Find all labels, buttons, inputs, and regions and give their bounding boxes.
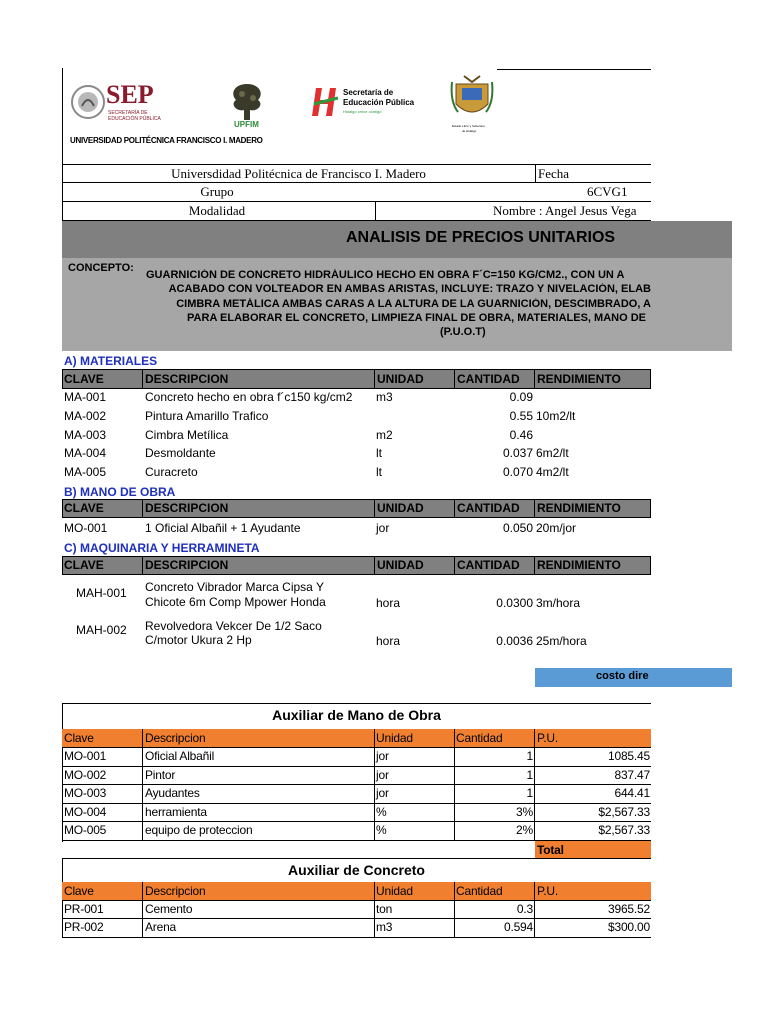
seph-line2: Educación Pública: [343, 98, 415, 107]
hidalgo-line1: Estado Libre y Soberano: [452, 124, 486, 128]
fecha-label: Fecha: [538, 166, 570, 181]
hdr-unidad: UNIDAD: [377, 372, 424, 386]
seph-line1: Secretaría de: [343, 88, 394, 97]
aux-concreto-title: Auxiliar de Concreto: [288, 862, 425, 878]
concepto-label: CONCEPTO:: [68, 262, 134, 274]
hidalgo-line2: de Hidalgo: [462, 129, 477, 133]
hdr-cantidad: CANTIDAD: [457, 372, 520, 386]
costo-directo-label: costo dire: [596, 670, 649, 682]
section-mano-obra: B) MANO DE OBRA: [64, 485, 176, 499]
university-name-logo: UNIVERSIDAD POLITÉCNICA FRANCISCO I. MADERO: [70, 136, 263, 145]
sep-logo: [70, 80, 180, 130]
seph-line3: Hidalgo crece contigo: [343, 109, 382, 114]
sep-text: SEP: [106, 80, 154, 109]
sep-hidalgo-logo: [310, 84, 430, 124]
mexico-seal-icon: [70, 80, 106, 124]
sep-sub1: SECRETARÍA DE: [108, 110, 148, 116]
upfim-logo: [222, 80, 272, 132]
hdr-clave: CLAVE: [64, 372, 104, 386]
grupo-value: 6CVG1: [587, 184, 628, 199]
nombre-field: Nombre : Angel Jesus Vega: [493, 203, 637, 218]
modalidad-label: Modalidad: [188, 203, 246, 218]
coat-of-arms-icon: [448, 72, 496, 122]
upfim-text: UPFIM: [234, 120, 259, 129]
section-materiales: A) MATERIALES: [64, 354, 158, 368]
tree-icon: [222, 80, 272, 122]
page-title: ANALISIS DE PRECIOS UNITARIOS: [346, 229, 616, 246]
section-maquinaria: C) MAQUINARIA Y HERRAMINETA: [64, 541, 260, 555]
aux-mano-title: Auxiliar de Mano de Obra: [272, 707, 441, 723]
aux-mano-total-label: Total: [537, 843, 564, 857]
university-field: Universdidad Politécnica de Francisco I. Madero: [171, 166, 426, 181]
h-logo-icon: [310, 84, 340, 120]
hdr-rendimiento: RENDIMIENTO: [537, 372, 621, 386]
grupo-label: Grupo: [200, 184, 234, 199]
hdr-descripcion: DESCRIPCION: [145, 372, 229, 386]
hidalgo-coat-of-arms: [448, 72, 496, 138]
sep-sub2: EDUCACIÓN PÚBLICA: [108, 116, 161, 122]
